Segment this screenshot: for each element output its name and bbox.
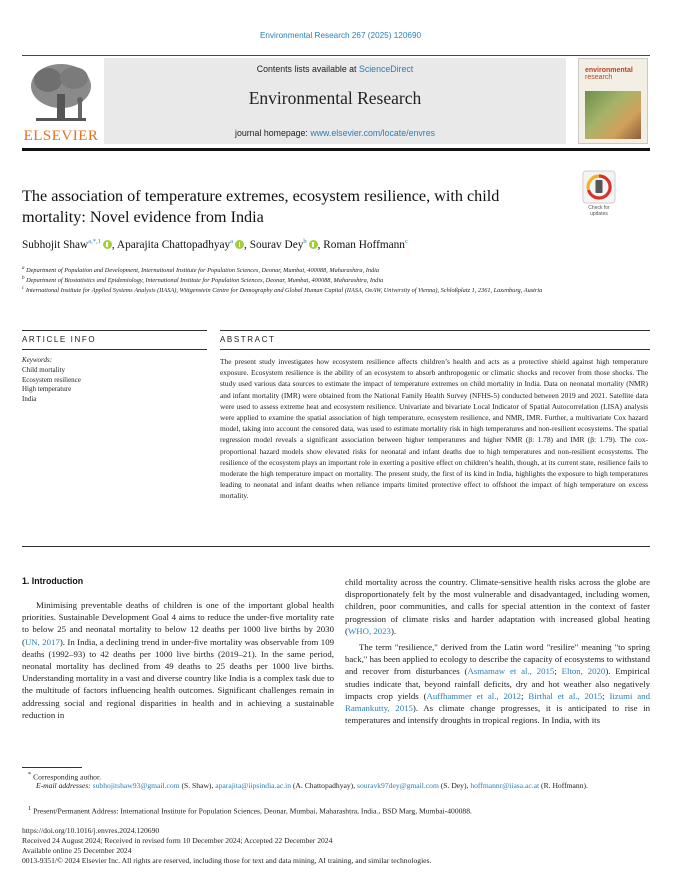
homepage-line [104, 128, 566, 138]
article-title: The association of temperature extremes, ecosystem resilience, with child mortality: Novel evidence from India [22, 187, 500, 226]
section-heading-introduction: 1. Introduction [22, 576, 84, 586]
email-link[interactable]: hoffmannr@iiasa.ac.at [470, 781, 540, 790]
abstract-top-rule [220, 330, 650, 331]
journal-name: Environmental Research [248, 88, 422, 108]
affiliation-text: Department of Biostatistics and Epidemiology, International Institute for Population Sciences, Deonar, Mumbai, 400088, Maharashtra, India [26, 277, 384, 285]
orcid-icon[interactable] [235, 240, 244, 249]
article-info-sub-rule [22, 349, 207, 350]
check-for-updates-label-2: updates [590, 211, 608, 217]
author-name[interactable]: Subhojit Shaw [22, 238, 89, 251]
author-affiliation-marker[interactable]: b [303, 238, 307, 245]
affiliation-text: International Institute for Applied Systems Analysis (IIASA), Wittgenstein Centre for Demography and Global Human Capital (IIASA, OeAW, University of Vienna), Schloßplatz 1, 2361, Laxenburg, Austria [25, 287, 543, 295]
intro-text: ). Empirical studies indicate that, beyond rainfall deficits, dry and hot weather also negatively impacts crop yields ( [345, 666, 650, 701]
author-name[interactable]: Aparajita Chattopadhyay [116, 238, 231, 251]
contents-line [104, 64, 566, 74]
keywords-label: Keywords: [22, 356, 53, 364]
doi-link[interactable]: https://doi.org/10.1016/j.envres.2024.120690 [22, 826, 160, 835]
contents-prefix: Contents lists available at [256, 64, 359, 74]
check-for-updates-label-1: Check for [588, 205, 610, 211]
keyword-item: Child mortality [22, 366, 65, 374]
email-addresses-note [22, 781, 650, 791]
footnote-marker: * [28, 771, 32, 778]
author-affiliation-marker[interactable]: a [230, 238, 234, 245]
citation-link[interactable]: Birthal et al., 2015 [528, 690, 603, 701]
abstract-heading: ABSTRACT [220, 335, 276, 344]
author-name[interactable]: Roman Hoffmann [323, 238, 405, 251]
intro-text: ; [554, 666, 562, 677]
homepage-prefix: journal homepage: [234, 128, 311, 138]
copyright-notice: 0013-9351/© 2024 Elsevier Inc. All rights are reserved, including those for text and data mining, AI training, and similar technologies. [22, 856, 432, 865]
cover-title-2: research [585, 74, 613, 81]
keyword-item: Ecosystem resilience [22, 375, 81, 384]
footnote-rule [22, 767, 82, 768]
abstract-sub-rule [220, 349, 650, 350]
email-owner: (S. Shaw), [179, 781, 216, 790]
article-info-heading: ARTICLE INFO [22, 335, 97, 344]
intro-text: Minimising preventable deaths of children is one of the important global health priorities. Sustainable Development Goal 4 aims to reduce the under-five mortality rate to below 25 and neonatal mortality to below 12 deaths per 1000 live births by 2030 ( [22, 600, 334, 647]
email-link[interactable]: subhojitshaw93@gmail.com [92, 781, 180, 790]
article-info-top-rule [22, 330, 207, 331]
header-thick-rule [22, 148, 650, 151]
affiliation-marker: b [22, 276, 25, 281]
email-link[interactable]: souravk97dey@gmail.com [357, 781, 439, 790]
header-rule [22, 55, 650, 56]
citation-link[interactable]: Asmamaw et al., 2015 [467, 666, 555, 677]
citation-link[interactable]: WHO, 2023 [347, 625, 391, 636]
orcid-icon[interactable] [309, 240, 318, 249]
affiliation-text: Department of Population and Development, International Institute for Population Sciences, Deonar, Mumbai, 400088, Maharashtra, India [26, 267, 380, 275]
keyword-item: India [22, 394, 37, 403]
author-list: Subhojit Shaw$^{a,*,1}$ , Aparajita Chattopadhyay$^a$ , Sourav Dey$^b$ , Roman Hoffmann$^c$ [22, 238, 408, 251]
email-link[interactable]: aparajita@iipsindia.ac.in [215, 781, 291, 790]
present-address-note [28, 804, 650, 817]
intro-text: ). [390, 625, 397, 636]
author-affiliation-marker[interactable]: a,*,1 [88, 238, 101, 245]
affiliation-marker: c [22, 286, 25, 291]
intro-paragraph-2 [345, 641, 650, 726]
email-owner: (S. Dey), [438, 781, 471, 790]
check-for-updates-label[interactable] [576, 205, 622, 217]
journal-reference[interactable]: Environmental Research 267 (2025) 120690 [259, 31, 422, 40]
keyword-item: High temperature [22, 385, 72, 393]
intro-text: The term "resilience," derived from the Latin word "resilire" meaning "to spring back," has been applied to ecology to describe the capacity of ecosystems to withstand and recover from disturbances ( [345, 642, 650, 677]
author-affiliation-marker[interactable]: c [404, 238, 408, 245]
affiliation-c [22, 284, 650, 295]
received-dates: Received 24 August 2024; Received in revised form 10 December 2024; Accepted 22 December 2024 [22, 836, 333, 845]
check-for-updates-icon[interactable] [582, 170, 616, 204]
cover-title-1: environmental [585, 67, 633, 74]
intro-paragraph-1 [22, 599, 334, 721]
orcid-icon[interactable] [103, 240, 112, 249]
available-online-date: Available online 25 December 2024 [22, 846, 132, 855]
email-owner: (A. Chattopadhyay), [291, 781, 358, 790]
citation-link[interactable]: Auffhammer et al., 2012 [426, 690, 522, 701]
citation-link[interactable]: UN, 2017 [24, 636, 60, 647]
abstract-body: The present study investigates how ecosystem resilience affects children’s health and acts as a protective shield against high temperature exposure. Ecosystem resilience is the ability of an ecosystem to absorb anthropogenic or climatic shocks and recover from those shocks. The study used various data sources to estimate the impact of temperature extremes on child mortality in India. Data on neonatal mortality (NMR) and infant mortality (IMR) were obtained from the National Family Health Survey (NFHS-5) conducted between 2019 and 2021. Satellite data were used to assess extreme heat and ecosystem resilience. Univariate and bivariate Local Indicator of Spatial Autocorrelation (LISA) analysis were applied to examine the spatial association of high temperature, ecosystem resilience, and NMR, IMR. Further, a multivariate Cox hazard model, taking into account the censored data, was used to estimate mortality risk in high temperatures and non-resilient ecosystems. The spatial regression model reveals a significant association between higher temperatures and higher NMR (β: 1.78) and IMR (β: 1.79). The cox-proportional hazard models show elevated risks for neonatal and infant deaths due to high temperatures and non-resilient ecosystems. The resilience of the ecosystem plays an important role in exerting a positive effect on children’s health, though, at its current state, resilience fails to moderate the high temperature impact on mortality. The present study, the first of its kind in India, highlights the exposure to high temperatures leading to neonatal and infant deaths when reliance imparts limited protective effect to offshoot the impact of high temperature on excess mortality. [220, 357, 648, 501]
intro-text: ). In India, a declining trend in under-five mortality was observable from 109 deaths (1992–93) to 42 deaths per 1000 live births (2019–21). In the same period, neonatal mortality has declined from 49 deaths to 25 deaths per 1000 live births. Understanding mortality in a vast and diverse country like India is a complex task due to the multitude of factors influencing health outcomes. Significant challenges remain in addressing social and regional disparities in health and in achieving a sustainable reduction in [22, 636, 334, 720]
intro-text: child mortality across the country. Climate-sensitive health risks across the globe are disproportionately felt by the most vulnerable and disadvantaged, including women, children, poor communities, and calls for special attention in the context of faster progression of climate risks and harder adaptation with increased global heating ( [345, 577, 650, 636]
email-owner: (R. Hoffmann). [539, 781, 588, 790]
citation-link[interactable]: Elton, 2020 [561, 666, 606, 677]
footnote-text: Present/Permanent Address: International Institute for Population Sciences, Deonar, Mumbai, Maharashtra, India., BSD Marg, Mumbai-400088. [33, 806, 472, 816]
email-label: E-mail addresses: [36, 781, 91, 790]
intro-text: ; [521, 690, 529, 701]
journal-cover-thumbnail[interactable] [578, 58, 648, 144]
journal-homepage-link[interactable]: www.elsevier.com/locate/envres [310, 128, 435, 138]
intro-text: ). As climate change progresses, it is anticipated to rise in temperatures and intensify droughts in tropical regions. In India, with its [345, 703, 650, 726]
elsevier-wordmark: ELSEVIER [23, 128, 99, 144]
affiliation-marker: a [22, 266, 25, 271]
author-name[interactable]: Sourav Dey [249, 238, 304, 251]
footnote-marker: 1 [28, 805, 32, 812]
intro-paragraph-1-continued [345, 576, 650, 637]
intro-text: ; [602, 690, 610, 701]
citation-link[interactable]: Iizumi and Ramankutty, 2015 [345, 690, 650, 714]
sciencedirect-link[interactable]: ScienceDirect [358, 64, 414, 74]
cover-image [585, 91, 641, 139]
footnote-text: Corresponding author. [33, 772, 101, 782]
abstract-bottom-rule [22, 546, 650, 547]
